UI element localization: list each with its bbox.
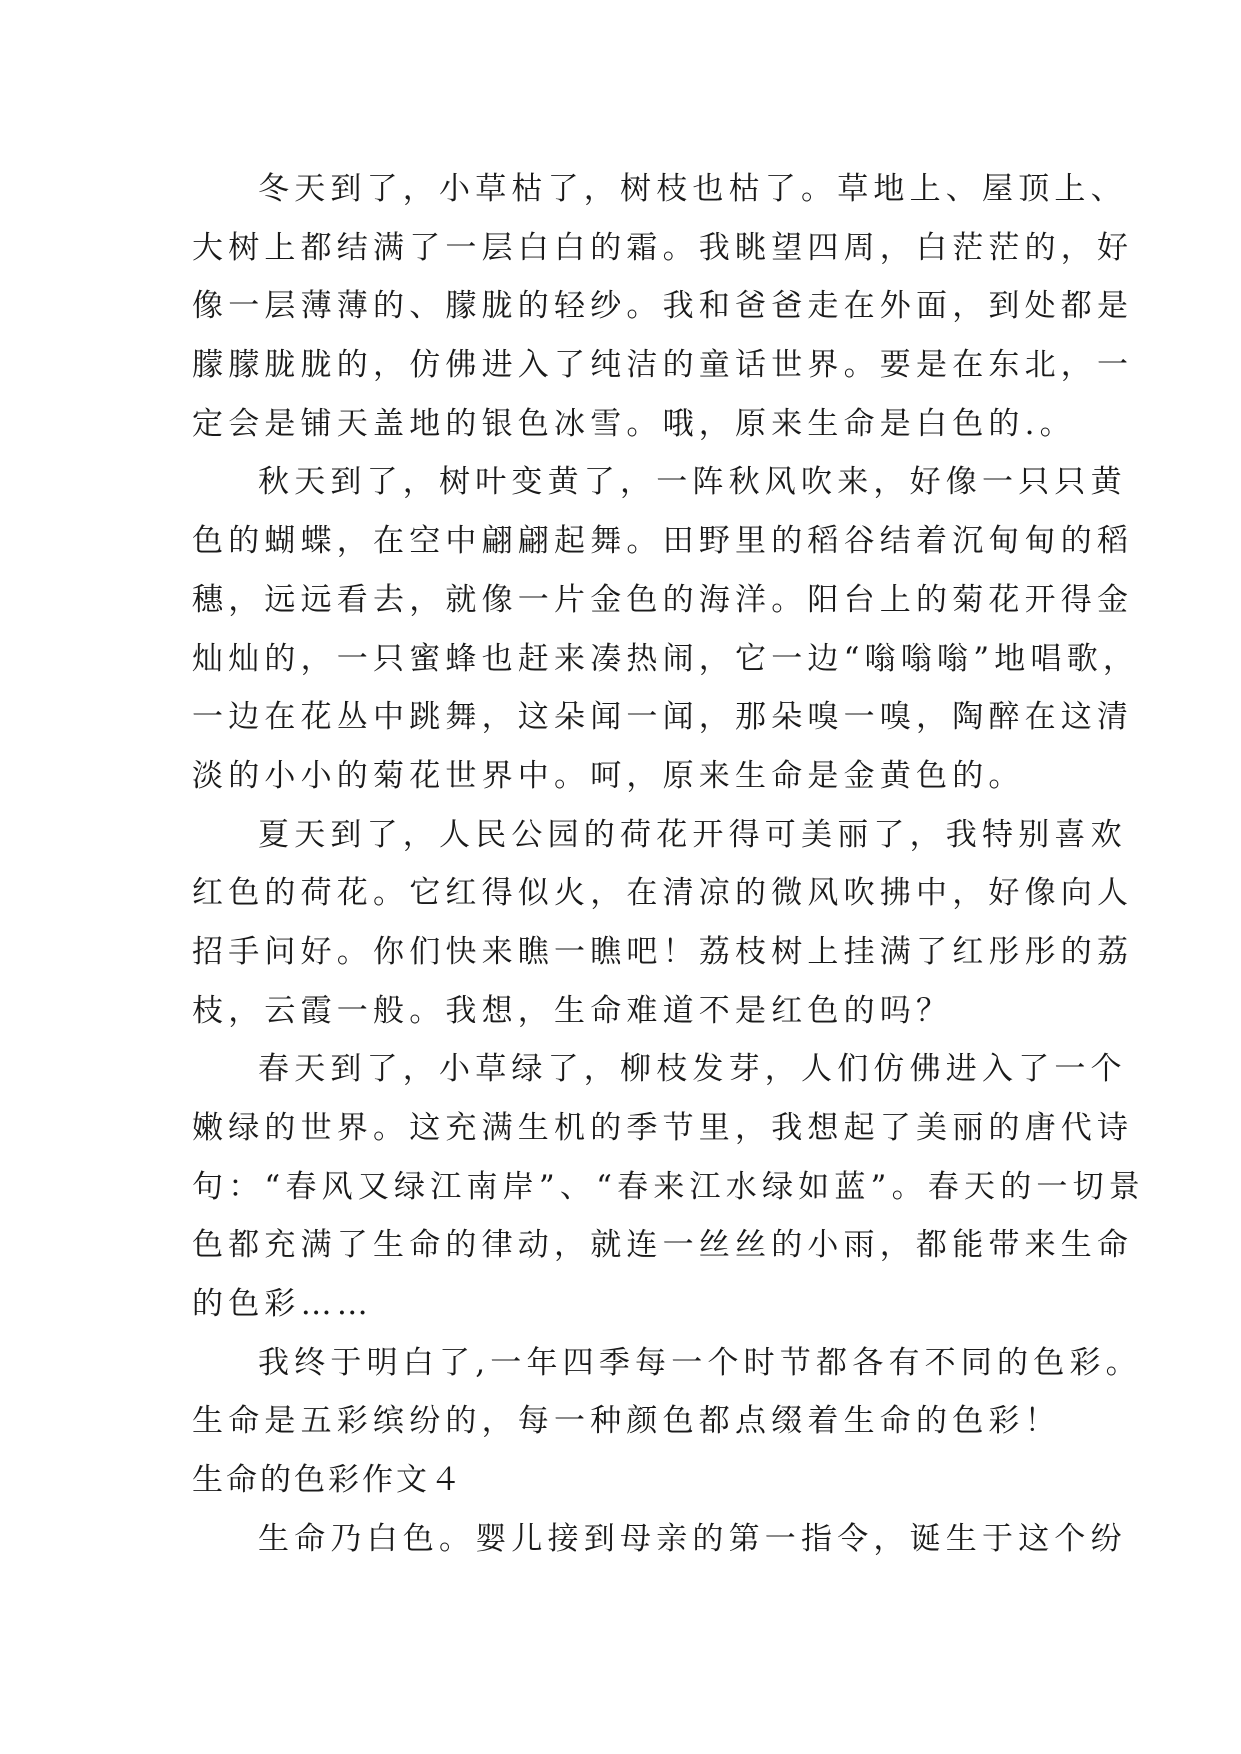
text-line: 大树上都结满了一层白白的霜。我眺望四周，白茫茫的，好 [192, 229, 1134, 266]
essay-heading: 生命的色彩作文４ [192, 1462, 464, 1499]
text-line: 冬天到了，小草枯了，树枝也枯了。草地上、屋顶上、 [258, 171, 1127, 207]
text-line: 定会是铺天盖地的银色冰雪。哦，原来生命是白色的.。 [192, 405, 1076, 442]
text-line: 生命乃白色。婴儿接到母亲的第一指令，诞生于这个纷 [258, 1520, 1127, 1557]
text-line: 我终于明白了,一年四季每一个时节都各有不同的色彩。 [258, 1344, 1142, 1381]
text-line: 秋天到了，树叶变黄了，一阵秋风吹来，好像一只只黄 [258, 464, 1127, 501]
text-line: 穗，远远看去，就像一片金色的海洋。阳台上的菊花开得金 [192, 581, 1134, 618]
paragraph-spring [192, 1040, 1145, 1333]
text-line: 夏天到了，人民公园的荷花开得可美丽了，我特别喜欢 [258, 816, 1127, 853]
paragraph-summer [192, 806, 1134, 1041]
text-line: 嫩绿的世界。这充满生机的季节里，我想起了美丽的唐代诗 [192, 1110, 1134, 1146]
text-line: 像一层薄薄的、朦胧的轻纱。我和爸爸走在外面，到处都是 [192, 288, 1134, 325]
paragraph-winter [192, 160, 1134, 453]
paragraph-conclusion [192, 1334, 1142, 1451]
text-line: 枝，云霞一般。我想，生命难道不是红色的吗？ [192, 992, 953, 1029]
text-line: 招手问好。你们快来瞧一瞧吧！荔枝树上挂满了红彤彤的荔 [192, 933, 1134, 970]
text-line: 红色的荷花。它红得似火，在清凉的微风吹拂中，好像向人 [192, 875, 1134, 912]
paragraph-white [192, 1510, 1127, 1569]
text-line: 句：“春风又绿江南岸”、“春来江水绿如蓝”。春天的一切景 [192, 1168, 1145, 1205]
document-body [192, 160, 1145, 1569]
text-line: 色都充满了生命的律动，就连一丝丝的小雨，都能带来生命 [192, 1227, 1134, 1264]
text-line: 灿灿的，一只蜜蜂也赶来凑热闹，它一边“嗡嗡嗡”地唱歌， [192, 640, 1140, 677]
text-line: 朦朦胧胧的，仿佛进入了纯洁的童话世界。要是在东北，一 [192, 347, 1134, 384]
text-line: 淡的小小的菊花世界中。呵，原来生命是金黄色的。 [192, 757, 1025, 794]
text-line: 春天到了，小草绿了，柳枝发芽，人们仿佛进入了一个 [258, 1051, 1127, 1088]
text-line: 色的蝴蝶，在空中翩翩起舞。田野里的稻谷结着沉甸甸的稻 [192, 523, 1134, 560]
text-line: 的色彩…… [192, 1286, 373, 1323]
text-line: 一边在花丛中跳舞，这朵闻一闻，那朵嗅一嗅，陶醉在这清 [192, 699, 1134, 736]
text-line: 生命是五彩缤纷的，每一种颜色都点缀着生命的色彩！ [192, 1403, 1061, 1440]
paragraph-autumn [192, 453, 1140, 805]
